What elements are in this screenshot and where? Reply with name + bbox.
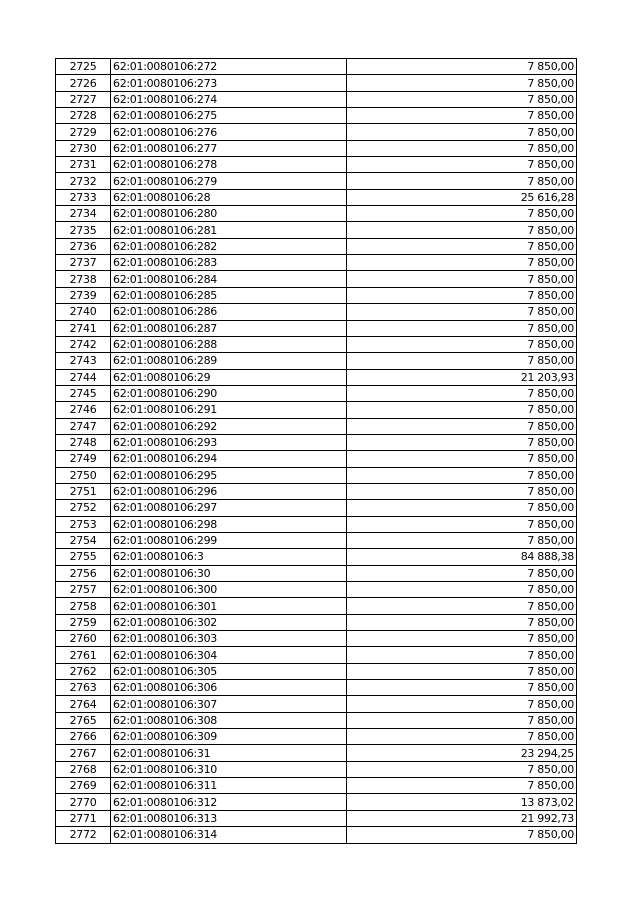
cadastral-number-cell: 62:01:0080106:285 xyxy=(111,287,347,303)
table-row xyxy=(56,304,577,320)
table-row xyxy=(56,336,577,352)
row-number-cell: 2768 xyxy=(56,761,111,777)
cadastral-number-cell: 62:01:0080106:307 xyxy=(111,696,347,712)
value-cell: 7 850,00 xyxy=(347,483,577,499)
row-number-cell: 2752 xyxy=(56,500,111,516)
row-number-cell: 2766 xyxy=(56,729,111,745)
row-number-cell: 2763 xyxy=(56,680,111,696)
table-row xyxy=(56,827,577,843)
row-number-cell: 2770 xyxy=(56,794,111,810)
table-row xyxy=(56,631,577,647)
table-row xyxy=(56,157,577,173)
value-cell: 13 873,02 xyxy=(347,794,577,810)
row-number-cell: 2748 xyxy=(56,434,111,450)
row-number-cell: 2767 xyxy=(56,745,111,761)
cadastral-number-cell: 62:01:0080106:276 xyxy=(111,124,347,140)
value-cell: 7 850,00 xyxy=(347,434,577,450)
table-row xyxy=(56,680,577,696)
row-number-cell: 2740 xyxy=(56,304,111,320)
cadastral-number-cell: 62:01:0080106:280 xyxy=(111,206,347,222)
row-number-cell: 2726 xyxy=(56,75,111,91)
table-row xyxy=(56,696,577,712)
row-number-cell: 2762 xyxy=(56,663,111,679)
table-row xyxy=(56,745,577,761)
value-cell: 7 850,00 xyxy=(347,680,577,696)
row-number-cell: 2728 xyxy=(56,108,111,124)
row-number-cell: 2741 xyxy=(56,320,111,336)
value-cell: 23 294,25 xyxy=(347,745,577,761)
row-number-cell: 2734 xyxy=(56,206,111,222)
table-row xyxy=(56,663,577,679)
table-row xyxy=(56,483,577,499)
row-number-cell: 2743 xyxy=(56,353,111,369)
value-cell: 7 850,00 xyxy=(347,631,577,647)
cadastral-number-cell: 62:01:0080106:298 xyxy=(111,516,347,532)
row-number-cell: 2731 xyxy=(56,157,111,173)
row-number-cell: 2746 xyxy=(56,402,111,418)
row-number-cell: 2751 xyxy=(56,483,111,499)
value-cell: 7 850,00 xyxy=(347,761,577,777)
table-row xyxy=(56,402,577,418)
row-number-cell: 2757 xyxy=(56,582,111,598)
value-cell: 7 850,00 xyxy=(347,124,577,140)
table-row xyxy=(56,647,577,663)
cadastral-number-cell: 62:01:0080106:297 xyxy=(111,500,347,516)
value-cell: 7 850,00 xyxy=(347,75,577,91)
value-cell: 7 850,00 xyxy=(347,287,577,303)
value-cell: 7 850,00 xyxy=(347,712,577,728)
cadastral-number-cell: 62:01:0080106:284 xyxy=(111,271,347,287)
row-number-cell: 2733 xyxy=(56,189,111,205)
table-row xyxy=(56,614,577,630)
cadastral-number-cell: 62:01:0080106:289 xyxy=(111,353,347,369)
table-row xyxy=(56,418,577,434)
value-cell: 7 850,00 xyxy=(347,173,577,189)
row-number-cell: 2742 xyxy=(56,336,111,352)
cadastral-number-cell: 62:01:0080106:288 xyxy=(111,336,347,352)
value-cell: 25 616,28 xyxy=(347,189,577,205)
cadastral-number-cell: 62:01:0080106:293 xyxy=(111,434,347,450)
table-row xyxy=(56,75,577,91)
value-cell: 7 850,00 xyxy=(347,91,577,107)
cadastral-number-cell: 62:01:0080106:314 xyxy=(111,827,347,843)
value-cell: 7 850,00 xyxy=(347,402,577,418)
value-cell: 7 850,00 xyxy=(347,663,577,679)
cadastral-number-cell: 62:01:0080106:277 xyxy=(111,140,347,156)
cadastral-number-cell: 62:01:0080106:305 xyxy=(111,663,347,679)
table-row xyxy=(56,582,577,598)
value-cell: 7 850,00 xyxy=(347,385,577,401)
table-row xyxy=(56,549,577,565)
table-row xyxy=(56,565,577,581)
table-row xyxy=(56,712,577,728)
value-cell: 21 203,93 xyxy=(347,369,577,385)
table-row xyxy=(56,222,577,238)
value-cell: 7 850,00 xyxy=(347,647,577,663)
cadastral-number-cell: 62:01:0080106:291 xyxy=(111,402,347,418)
cadastral-number-cell: 62:01:0080106:30 xyxy=(111,565,347,581)
value-cell: 7 850,00 xyxy=(347,451,577,467)
table-row xyxy=(56,140,577,156)
value-cell: 7 850,00 xyxy=(347,827,577,843)
row-number-cell: 2749 xyxy=(56,451,111,467)
cadastral-number-cell: 62:01:0080106:290 xyxy=(111,385,347,401)
table-row xyxy=(56,287,577,303)
table-row xyxy=(56,369,577,385)
cadastral-number-cell: 62:01:0080106:282 xyxy=(111,238,347,254)
row-number-cell: 2727 xyxy=(56,91,111,107)
table-row xyxy=(56,467,577,483)
table-row xyxy=(56,598,577,614)
cadastral-number-cell: 62:01:0080106:300 xyxy=(111,582,347,598)
cadastral-number-cell: 62:01:0080106:273 xyxy=(111,75,347,91)
cadastral-number-cell: 62:01:0080106:299 xyxy=(111,532,347,548)
row-number-cell: 2739 xyxy=(56,287,111,303)
value-cell: 7 850,00 xyxy=(347,255,577,271)
value-cell: 7 850,00 xyxy=(347,598,577,614)
value-cell: 84 888,38 xyxy=(347,549,577,565)
cadastral-number-cell: 62:01:0080106:301 xyxy=(111,598,347,614)
cadastral-number-cell: 62:01:0080106:310 xyxy=(111,761,347,777)
row-number-cell: 2730 xyxy=(56,140,111,156)
row-number-cell: 2761 xyxy=(56,647,111,663)
row-number-cell: 2765 xyxy=(56,712,111,728)
table-row xyxy=(56,173,577,189)
value-cell: 7 850,00 xyxy=(347,157,577,173)
value-cell: 7 850,00 xyxy=(347,140,577,156)
value-cell: 7 850,00 xyxy=(347,516,577,532)
row-number-cell: 2729 xyxy=(56,124,111,140)
row-number-cell: 2747 xyxy=(56,418,111,434)
cadastral-number-cell: 62:01:0080106:279 xyxy=(111,173,347,189)
table-row xyxy=(56,271,577,287)
cadastral-number-cell: 62:01:0080106:313 xyxy=(111,810,347,826)
cadastral-number-cell: 62:01:0080106:278 xyxy=(111,157,347,173)
value-cell: 7 850,00 xyxy=(347,729,577,745)
value-cell: 7 850,00 xyxy=(347,271,577,287)
cadastral-number-cell: 62:01:0080106:306 xyxy=(111,680,347,696)
row-number-cell: 2756 xyxy=(56,565,111,581)
table-row xyxy=(56,320,577,336)
cadastral-number-cell: 62:01:0080106:309 xyxy=(111,729,347,745)
cadastral-number-cell: 62:01:0080106:308 xyxy=(111,712,347,728)
row-number-cell: 2764 xyxy=(56,696,111,712)
cadastral-number-cell: 62:01:0080106:304 xyxy=(111,647,347,663)
table-row xyxy=(56,794,577,810)
cadastral-number-cell: 62:01:0080106:3 xyxy=(111,549,347,565)
row-number-cell: 2754 xyxy=(56,532,111,548)
cadastral-number-cell: 62:01:0080106:311 xyxy=(111,778,347,794)
table-row xyxy=(56,124,577,140)
cadastral-number-cell: 62:01:0080106:295 xyxy=(111,467,347,483)
table-row xyxy=(56,516,577,532)
row-number-cell: 2759 xyxy=(56,614,111,630)
row-number-cell: 2725 xyxy=(56,59,111,75)
row-number-cell: 2771 xyxy=(56,810,111,826)
value-cell: 7 850,00 xyxy=(347,108,577,124)
value-cell: 7 850,00 xyxy=(347,614,577,630)
cadastral-number-cell: 62:01:0080106:292 xyxy=(111,418,347,434)
table-row xyxy=(56,353,577,369)
table-row xyxy=(56,189,577,205)
row-number-cell: 2736 xyxy=(56,238,111,254)
row-number-cell: 2758 xyxy=(56,598,111,614)
value-cell: 7 850,00 xyxy=(347,206,577,222)
table-row xyxy=(56,385,577,401)
cadastral-number-cell: 62:01:0080106:294 xyxy=(111,451,347,467)
value-cell: 7 850,00 xyxy=(347,320,577,336)
cadastral-number-cell: 62:01:0080106:312 xyxy=(111,794,347,810)
row-number-cell: 2737 xyxy=(56,255,111,271)
table-row xyxy=(56,761,577,777)
row-number-cell: 2755 xyxy=(56,549,111,565)
table-row xyxy=(56,729,577,745)
table-row xyxy=(56,451,577,467)
row-number-cell: 2735 xyxy=(56,222,111,238)
value-cell: 7 850,00 xyxy=(347,59,577,75)
cadastral-value-table xyxy=(55,58,577,844)
cadastral-number-cell: 62:01:0080106:281 xyxy=(111,222,347,238)
value-cell: 7 850,00 xyxy=(347,467,577,483)
cadastral-number-cell: 62:01:0080106:296 xyxy=(111,483,347,499)
value-cell: 7 850,00 xyxy=(347,304,577,320)
cadastral-number-cell: 62:01:0080106:275 xyxy=(111,108,347,124)
row-number-cell: 2744 xyxy=(56,369,111,385)
value-cell: 7 850,00 xyxy=(347,565,577,581)
table-row xyxy=(56,810,577,826)
cadastral-number-cell: 62:01:0080106:31 xyxy=(111,745,347,761)
value-cell: 7 850,00 xyxy=(347,336,577,352)
table-row xyxy=(56,59,577,75)
cadastral-number-cell: 62:01:0080106:29 xyxy=(111,369,347,385)
cadastral-number-cell: 62:01:0080106:274 xyxy=(111,91,347,107)
cadastral-number-cell: 62:01:0080106:303 xyxy=(111,631,347,647)
table-row xyxy=(56,500,577,516)
value-cell: 7 850,00 xyxy=(347,582,577,598)
value-cell: 21 992,73 xyxy=(347,810,577,826)
cadastral-number-cell: 62:01:0080106:287 xyxy=(111,320,347,336)
cadastral-number-cell: 62:01:0080106:283 xyxy=(111,255,347,271)
table-row xyxy=(56,255,577,271)
row-number-cell: 2760 xyxy=(56,631,111,647)
value-cell: 7 850,00 xyxy=(347,418,577,434)
cadastral-number-cell: 62:01:0080106:302 xyxy=(111,614,347,630)
value-cell: 7 850,00 xyxy=(347,500,577,516)
cadastral-number-cell: 62:01:0080106:272 xyxy=(111,59,347,75)
cadastral-number-cell: 62:01:0080106:286 xyxy=(111,304,347,320)
document-page xyxy=(55,58,577,844)
table-row xyxy=(56,108,577,124)
value-cell: 7 850,00 xyxy=(347,238,577,254)
table-row xyxy=(56,778,577,794)
value-cell: 7 850,00 xyxy=(347,778,577,794)
row-number-cell: 2753 xyxy=(56,516,111,532)
row-number-cell: 2750 xyxy=(56,467,111,483)
value-cell: 7 850,00 xyxy=(347,222,577,238)
row-number-cell: 2732 xyxy=(56,173,111,189)
table-row xyxy=(56,434,577,450)
cadastral-number-cell: 62:01:0080106:28 xyxy=(111,189,347,205)
table-row xyxy=(56,238,577,254)
table-row xyxy=(56,206,577,222)
row-number-cell: 2745 xyxy=(56,385,111,401)
value-cell: 7 850,00 xyxy=(347,696,577,712)
table-row xyxy=(56,91,577,107)
value-cell: 7 850,00 xyxy=(347,532,577,548)
row-number-cell: 2769 xyxy=(56,778,111,794)
table-body xyxy=(56,59,577,844)
row-number-cell: 2772 xyxy=(56,827,111,843)
row-number-cell: 2738 xyxy=(56,271,111,287)
table-row xyxy=(56,532,577,548)
value-cell: 7 850,00 xyxy=(347,353,577,369)
